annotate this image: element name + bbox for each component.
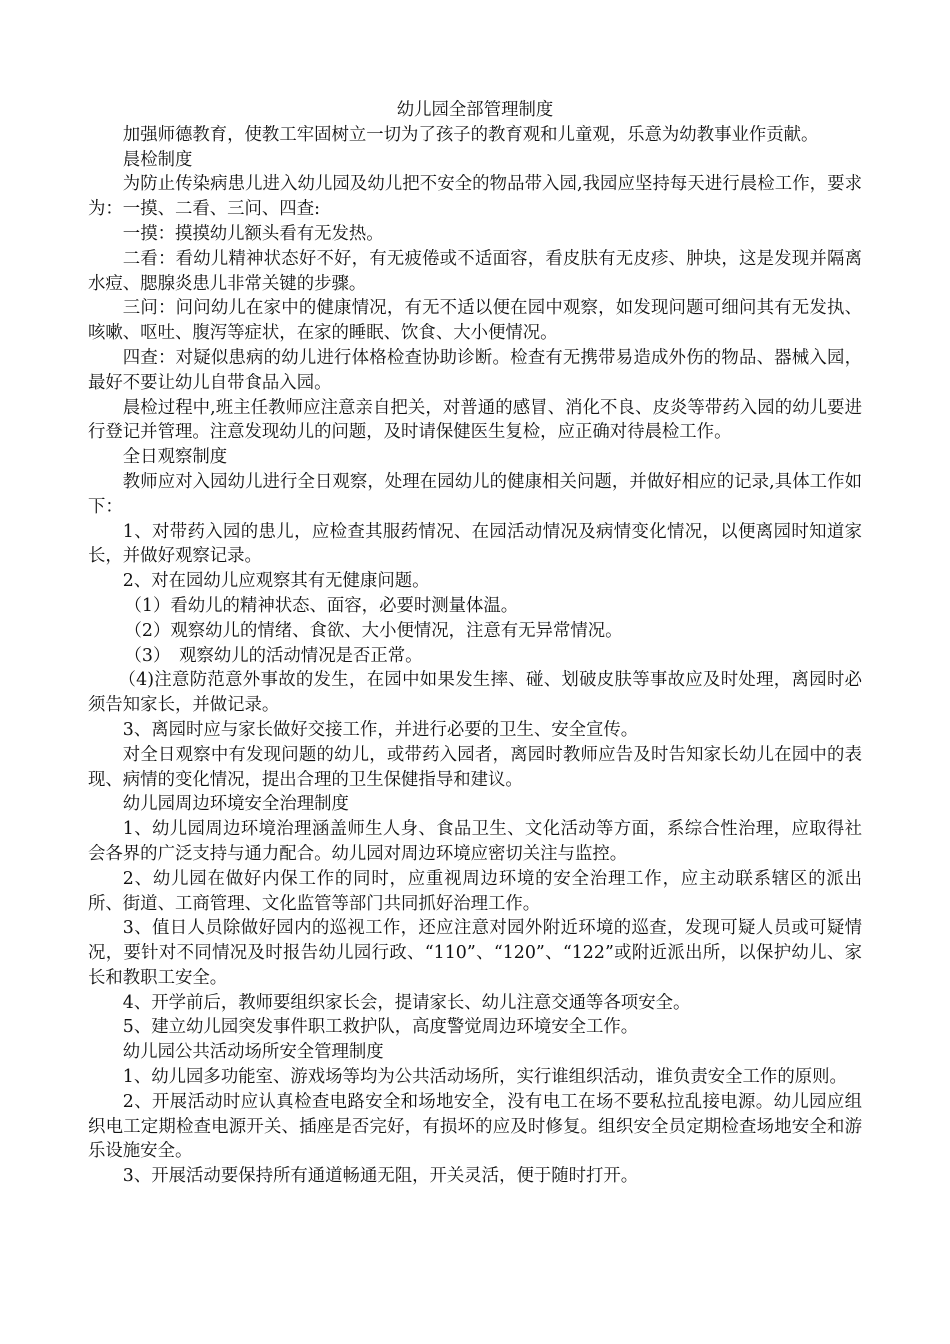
list-item: 3、开展活动要保持所有通道畅通无阻，开关灵活，便于随时打开。 (122, 1166, 639, 1187)
list-item: 2、开展活动时应认真检查电路安全和场地安全，没有电工在场不要私拉乱接电源。幼儿园应组织电工定期检查电源开关、插座是否完好，有损坏的应及时修复。组织安全员定期检查场地安全和游乐设施安全。 (88, 1091, 862, 1162)
list-item: 1、幼儿园周边环境治理涵盖师生人身、食品卫生、文化活动等方面，系综合性治理，应取得社会各界的广泛支持与通力配合。幼儿园对周边环境应密切关注与监控。 (88, 819, 862, 864)
paragraph: 教师应对入园幼儿进行全日观察，处理在园幼儿的健康相关问题，并做好相应的记录,具体工作如下： (88, 471, 862, 517)
paragraph: 对全日观察中有发现问题的幼儿，或带药入园者，离园时教师应告及时告知家长幼儿在园中的表现、病情的变化情况，提出合理的卫生保健指导和建议。 (88, 744, 862, 790)
list-item: 5、建立幼儿园突发事件职工救护队，高度警觉周边环境安全工作。 (122, 1017, 639, 1038)
list-item: 2、幼儿园在做好内保工作的同时，应重视周边环境的安全治理工作，应主动联系辖区的派出所、街道、工商管理、文化监管等部门共同抓好治理工作。 (88, 868, 862, 914)
document-title: 幼儿园全部管理制度 (396, 100, 554, 120)
list-item: 2、对在园幼儿应观察其有无健康问题。 (122, 571, 430, 592)
list-item: 1、对带药入园的患儿，应检查其服药情况、在园活动情况及病情变化情况，以便离园时知道家长，并做好观察记录。 (88, 521, 862, 567)
list-item: 4、开学前后，教师要组织家长会，提请家长、幼儿注意交通等各项安全。 (122, 992, 691, 1013)
list-item: 3、值日人员除做好园内的巡视工作，还应注意对园外附近环境的巡查，发现可疑人员或可疑情况，要针对不同情况及时报告幼儿园行政、“110”、“120”、“122”或附近派出所，以保护幼儿、家长和教职工安全。 (88, 918, 862, 988)
section-heading-public-venue-safety: 幼儿园公共活动场所安全管理制度 (122, 1042, 384, 1063)
sub-list-item: （4)注意防范意外事故的发生，在园中如果发生摔、碰、划破皮肤等事故应及时处理，离园时必须告知家长，并做记录。 (88, 670, 862, 716)
section-heading-surroundings-safety: 幼儿园周边环境安全治理制度 (122, 794, 349, 815)
paragraph: 为防止传染病患儿进入幼儿园及幼儿把不安全的物品带入园,我园应坚持每天进行晨检工作，要求为：一摸、二看、三问、四查: (88, 174, 862, 220)
paragraph: 四查：对疑似患病的幼儿进行体格检查协助诊断。检查有无携带易造成外伤的物品、器械入园，最好不要让幼儿自带食品入园。 (88, 347, 862, 393)
section-heading-morning-check: 晨检制度 (122, 149, 193, 170)
paragraph: 二看：看幼儿精神状态好不好，有无疲倦或不适面容，看皮肤有无皮疹、肿块，这是发现并隔离水痘、腮腺炎患儿非常关键的步骤。 (88, 248, 862, 294)
sub-list-item: （3） 观察幼儿的活动情况是否正常。 (124, 645, 423, 666)
sub-list-item: （1）看幼儿的精神状态、面容，必要时测量体温。 (124, 595, 519, 616)
section-heading-daily-observation: 全日观察制度 (122, 447, 228, 468)
document-body (88, 98, 862, 1189)
paragraph: 加强师德教育，使教工牢固树立一切为了孩子的教育观和儿童观，乐意为幼教事业作贡献。 (122, 124, 819, 145)
paragraph: 三问：问问幼儿在家中的健康情况，有无不适以便在园中观察，如发现问题可细问其有无发执、咳嗽、呕吐、腹泻等症状，在家的睡眠、饮食、大小便情况。 (88, 298, 862, 344)
list-item: 1、幼儿园多功能室、游戏场等均为公共活动场所，实行谁组织活动，谁负责安全工作的原则。 (122, 1067, 847, 1088)
list-item: 3、离园时应与家长做好交接工作，并进行必要的卫生、安全宣传。 (122, 719, 639, 740)
sub-list-item: （2）观察幼儿的情绪、食欲、大小便情况，注意有无异常情况。 (124, 620, 623, 641)
paragraph: 晨检过程中,班主任教师应注意亲自把关，对普通的感冒、消化不良、皮炎等带药入园的幼儿要进行登记并管理。注意发现幼儿的问题，及时请保健医生复检，应正确对待晨检工作。 (88, 397, 862, 443)
paragraph: 一摸：摸摸幼儿额头看有无发热。 (122, 223, 384, 244)
